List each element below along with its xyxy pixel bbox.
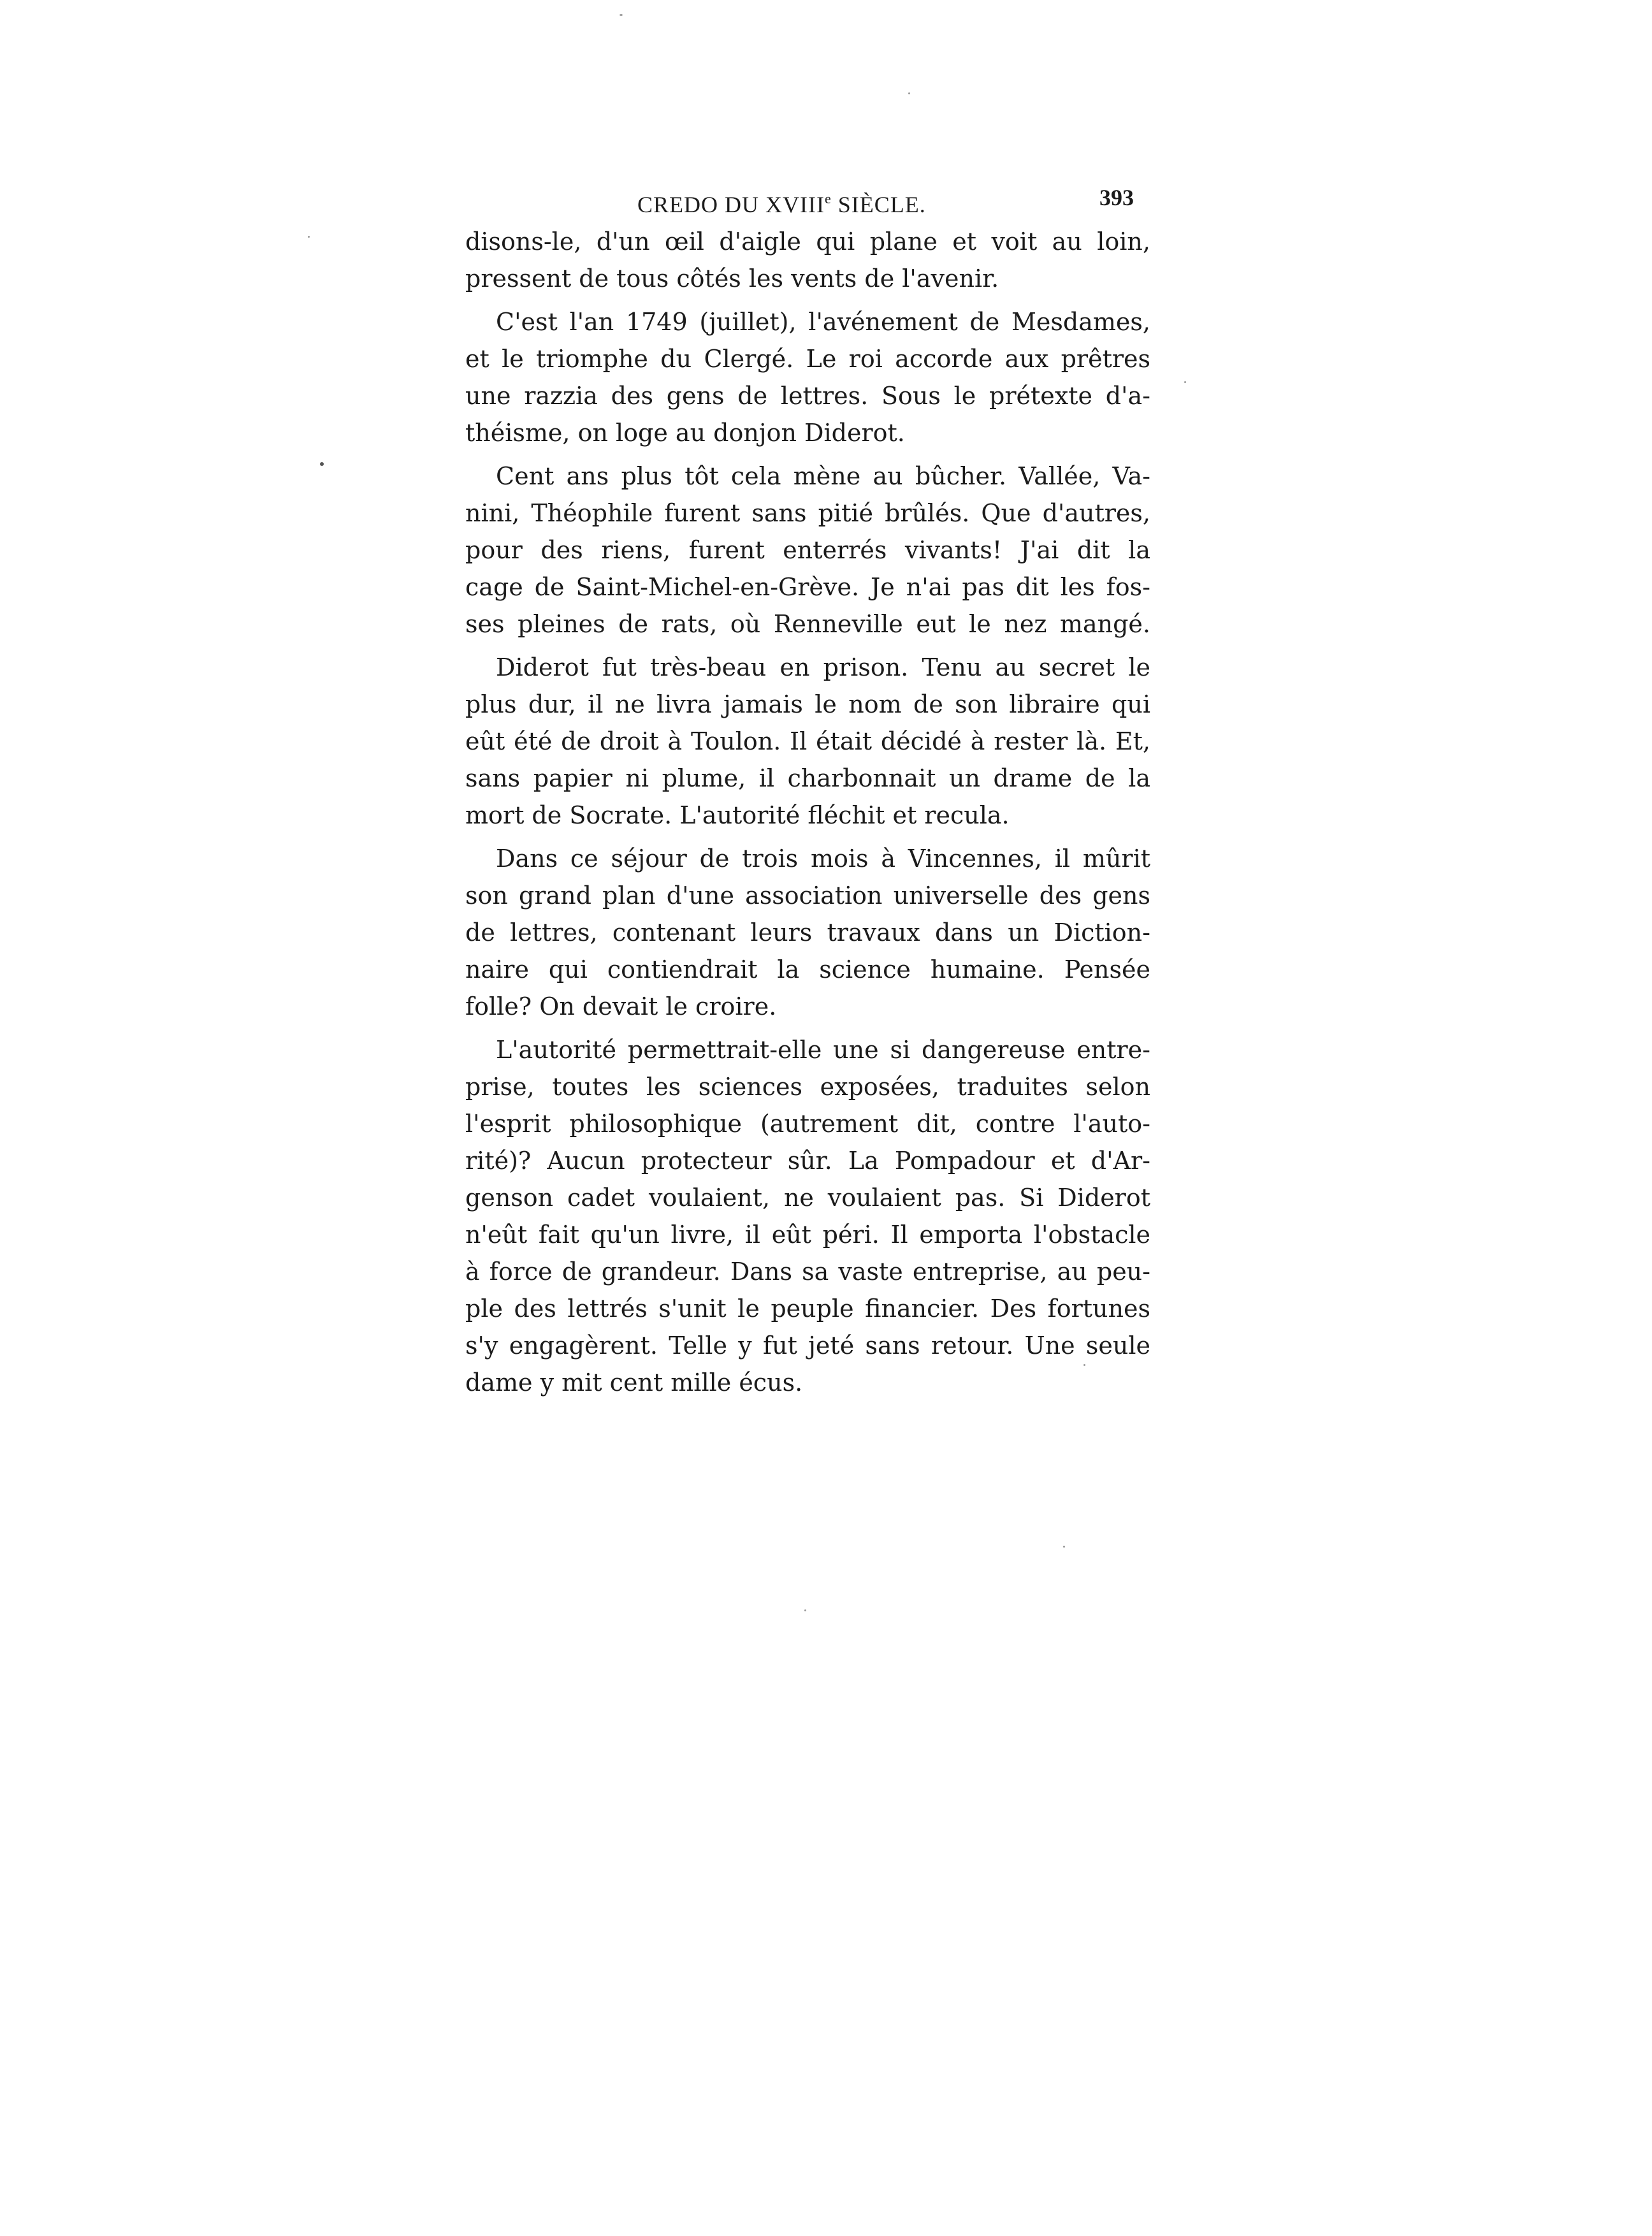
text-line: Diderot fut très-beau en prison. Tenu au secret le xyxy=(496,653,1150,681)
text-line: eût été de droit à Toulon. Il était décidé à rester là. Et, xyxy=(465,727,1150,755)
text-line: s'y engagèrent. Telle y fut jeté sans retour. Une seule xyxy=(465,1332,1150,1360)
scan-speck xyxy=(804,1609,806,1611)
text-line: mort de Socrate. L'autorité fléchit et recula. xyxy=(465,801,1010,829)
text-line: pressent de tous côtés les vents de l'avenir. xyxy=(465,265,999,293)
scan-speck xyxy=(308,236,310,238)
text-line: dame y mit cent mille écus. xyxy=(465,1368,803,1397)
paragraph-5 xyxy=(465,840,1150,1025)
text-line: pour des riens, furent enterrés vivants! J'ai dit la xyxy=(465,536,1150,564)
text-line: Cent ans plus tôt cela mène au bûcher. Vallée, Va- xyxy=(496,462,1150,490)
paragraph-4 xyxy=(465,649,1150,834)
text-line: sans papier ni plume, il charbonnait un drame de la xyxy=(465,764,1150,792)
text-line: prise, toutes les sciences exposées, traduites selon xyxy=(465,1073,1150,1101)
text-line: et le triomphe du Clergé. Le roi accorde aux prêtres xyxy=(465,345,1150,373)
text-line: naire qui contiendrait la science humaine. Pensée xyxy=(465,955,1150,984)
page-number: 393 xyxy=(1099,185,1134,210)
scan-speck xyxy=(1063,1546,1065,1548)
text-line: de lettres, contenant leurs travaux dans un Diction- xyxy=(465,918,1150,947)
text-line: ple des lettrés s'unit le peuple financier. Des fortunes xyxy=(465,1295,1150,1323)
text-line: à force de grandeur. Dans sa vaste entreprise, au peu- xyxy=(465,1258,1150,1286)
text-line: n'eût fait qu'un livre, il eût péri. Il emporta l'obstacle xyxy=(465,1221,1150,1249)
text-line: L'autorité permettrait-elle une si dangereuse entre- xyxy=(496,1036,1150,1064)
text-line: l'esprit philosophique (autrement dit, contre l'auto- xyxy=(465,1110,1150,1138)
text-line: C'est l'an 1749 (juillet), l'avénement de Mesdames, xyxy=(496,308,1150,336)
paragraph-6 xyxy=(465,1031,1150,1401)
scan-speck xyxy=(908,92,910,94)
body-text xyxy=(465,223,1150,1401)
text-line: une razzia des gens de lettres. Sous le prétexte d'a- xyxy=(465,382,1150,410)
running-header-superscript: e xyxy=(824,191,832,207)
paragraph-1 xyxy=(465,223,1150,297)
scan-speck xyxy=(1184,381,1186,383)
text-line: théisme, on loge au donjon Diderot. xyxy=(465,419,905,447)
paragraph-2 xyxy=(465,303,1150,451)
text-line: son grand plan d'une association universelle des gens xyxy=(465,882,1150,910)
text-line: plus dur, il ne livra jamais le nom de son libraire qui xyxy=(465,690,1150,718)
paragraph-3 xyxy=(465,458,1150,642)
text-line: genson cadet voulaient, ne voulaient pas. Si Diderot xyxy=(465,1184,1150,1212)
text-line: disons-le, d'un œil d'aigle qui plane et voit au loin, xyxy=(465,228,1150,256)
text-line: Dans ce séjour de trois mois à Vincennes, il mûrit xyxy=(496,845,1150,873)
text-line: nini, Théophile furent sans pitié brûlés. Que d'autres, xyxy=(465,499,1150,527)
text-line: cage de Saint-Michel-en-Grève. Je n'ai pas dit les fos- xyxy=(465,573,1150,601)
text-line: rité)? Aucun protecteur sûr. La Pompadour et d'Ar- xyxy=(465,1147,1150,1175)
text-line: ses pleines de rats, où Renneville eut le nez mangé. xyxy=(465,610,1150,638)
scan-speck xyxy=(320,462,324,466)
scan-speck xyxy=(620,14,623,16)
running-header-end: SIÈCLE. xyxy=(831,192,926,217)
running-header xyxy=(637,185,926,219)
text-line: folle? On devait le croire. xyxy=(465,992,777,1020)
running-header-main: CREDO DU XVIII xyxy=(637,192,825,217)
